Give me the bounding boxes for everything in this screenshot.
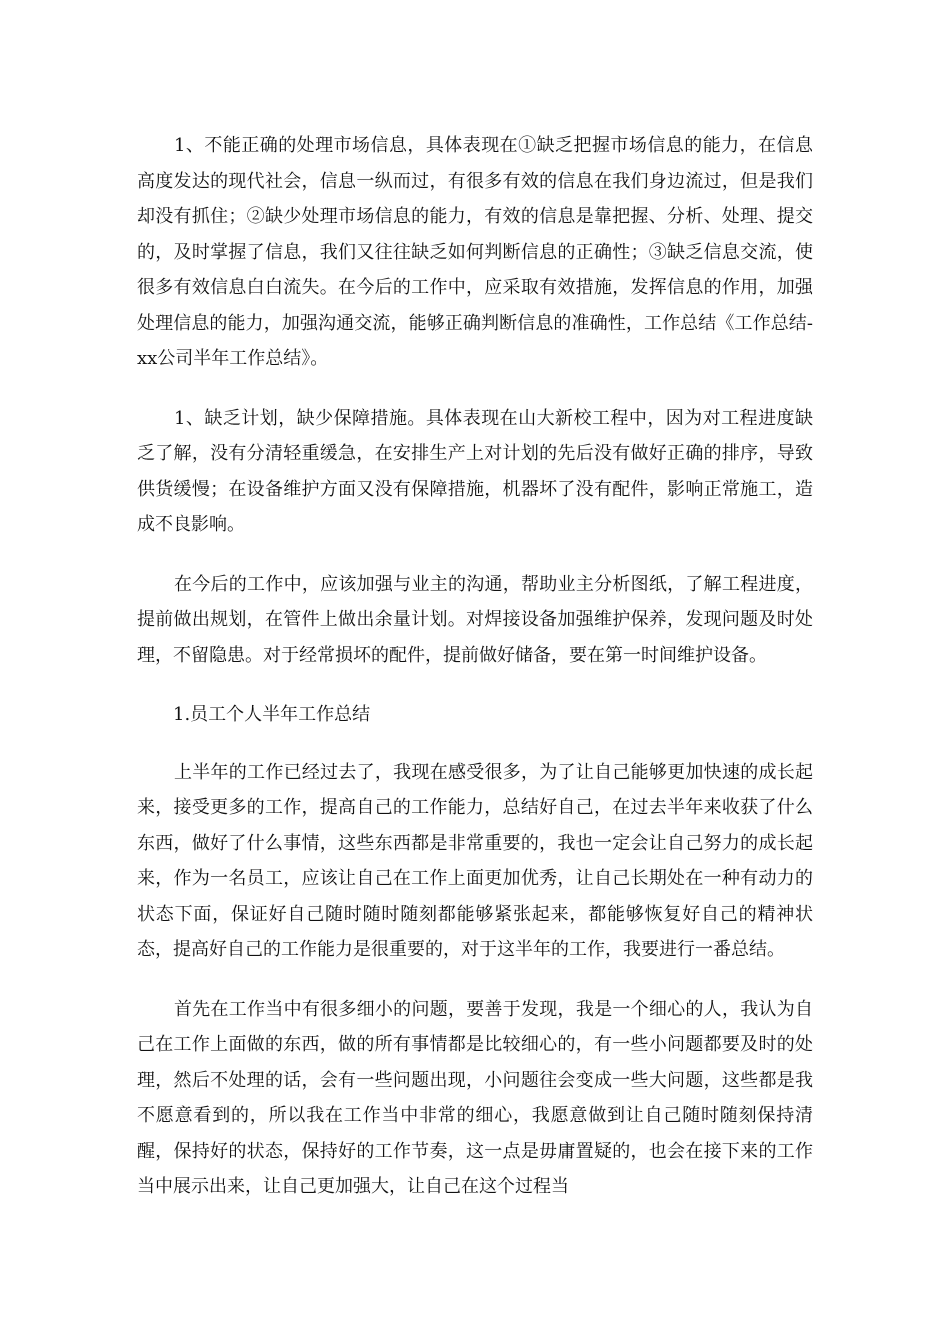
paragraph-attention-to-detail: 首先在工作当中有很多细小的问题，要善于发现，我是一个细心的人，我认为自己在工作上面做的东西，做的所有事情都是比较细心的，有一些小问题都要及时的处理，然后不处理的话，会有一些问题出现，小问题往会变成一些大问题，这些都是我不愿意看到的，所以我在工作当中非常的细心，我愿意做到让自己随时随刻保持清醒，保持好的状态，保持好的工作节奏，这一点是毋庸置疑的，也会在接下来的工作当中展示出来，让自己更加强大，让自己在这个过程当 (137, 998, 813, 1197)
paragraph-future-work: 在今后的工作中，应该加强与业主的沟通，帮助业主分析图纸，了解工程进度，提前做出规划，在管件上做出余量计划。对焊接设备加强维护保养，发现问题及时处理，不留隐患。对于经常损坏的配件，提前做好储备，要在第一时间维护设备。 (137, 573, 813, 666)
paragraph-market-info: 1、不能正确的处理市场信息，具体表现在①缺乏把握市场信息的能力，在信息高度发达的现代社会，信息一纵而过，有很多有效的信息在我们身边流过，但是我们却没有抓住；②缺少处理市场信息的能力，有效的信息是靠把握、分析、处理、提交的，及时掌握了信息，我们又往往缺乏如何判断信息的正确性；③缺乏信息交流，使很多有效信息白白流失。在今后的工作中，应采取有效措施，发挥信息的作用，加强处理信息的能力，加强沟通交流，能够正确判断信息的准确性，工作总结《工作总结-xx公司半年工作总结》。 (137, 135, 813, 369)
document-body (137, 128, 813, 1229)
paragraph-half-year-summary: 上半年的工作已经过去了，我现在感受很多，为了让自己能够更加快速的成长起来，接受更多的工作，提高自己的工作能力，总结好自己，在过去半年来收获了什么东西，做好了什么事情，这些东西都是非常重要的，我也一定会让自己努力的成长起来，作为一名员工，应该让自己在工作上面更加优秀，让自己长期处在一种有动力的状态下面，保证好自己随时随时随刻都能够紧张起来，都能够恢复好自己的精神状态，提高好自己的工作能力是很重要的，对于这半年的工作，我要进行一番总结。 (137, 761, 813, 960)
paragraph-lack-of-planning: 1、缺乏计划，缺少保障措施。具体表现在山大新校工程中，因为对工程进度缺乏了解，没有分清轻重缓急，在安排生产上对计划的先后没有做好正确的排序，导致供货缓慢；在设备维护方面又没有保障措施，机器坏了没有配件，影响正常施工，造成不良影响。 (137, 407, 813, 535)
section-heading: 1.员工个人半年工作总结 (173, 704, 371, 725)
